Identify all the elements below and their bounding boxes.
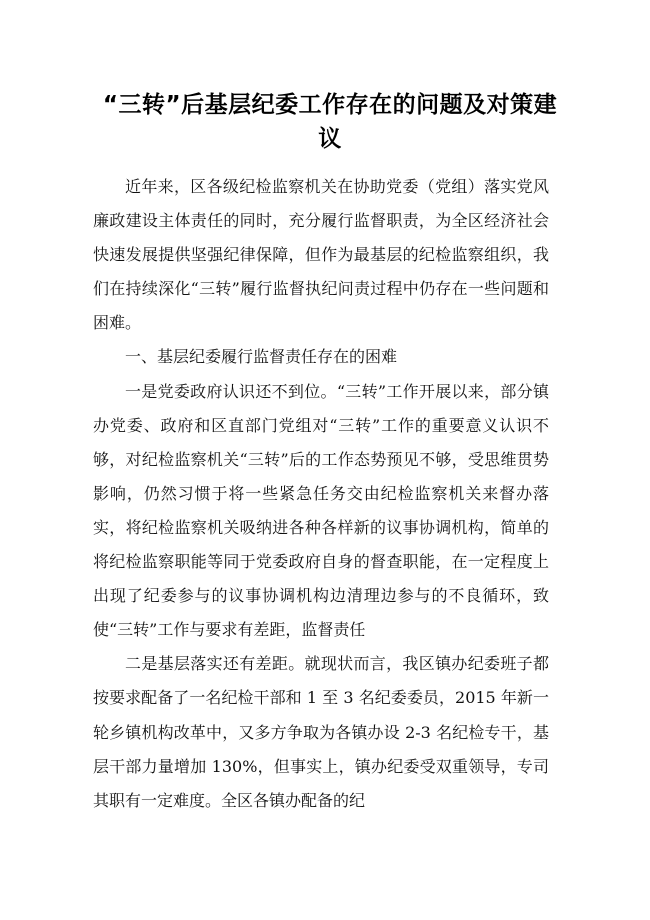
document-title: “三转”后基层纪委工作存在的问题及对策建议 bbox=[102, 92, 558, 152]
paragraph-intro: 近年来，区各级纪检监察机关在协助党委（党组）落实党风廉政建设主体责任的同时，充分履行监督职责，为全区经济社会快速发展提供坚强纪律保障，但作为最基层的纪检监察组织，我们在持续深化“三转”履行监督执纪问责过程中仍存在一些问题和困难。 bbox=[93, 177, 549, 333]
paragraph-point-1: 一是党委政府认识还不到位。“三转”工作开展以来，部分镇办党委、政府和区直部门党组对“三转”工作的重要意义认识不够，对纪检监察机关“三转”后的工作态势预见不够，受思维贯势影响，仍然习惯于将一些紧急任务交由纪检监察机关来督办落实，将纪检监察机关吸纳进各种各样新的议事协调机构，简单的将纪检监察职能等同于党委政府自身的督查职能，在一定程度上出现了纪委参与的议事协调机构边清理边参与的不良循环，致使“三转”工作与要求有差距，监督责任 bbox=[93, 381, 549, 640]
paragraph-point-2: 二是基层落实还有差距。就现状而言，我区镇办纪委班子都按要求配备了一名纪检干部和 1 至 3 名纪委委员，2015 年新一轮乡镇机构改革中，又多方争取为各镇办设 2-3 名纪检专干，基层干部力量增加 130%，但事实上，镇办纪委受双重领导，专司其职有一定难度。全区各镇办配备的纪 bbox=[93, 654, 549, 810]
section-heading-1: 一、基层纪委履行监督责任存在的困难 bbox=[125, 347, 398, 367]
document-body bbox=[93, 170, 549, 818]
